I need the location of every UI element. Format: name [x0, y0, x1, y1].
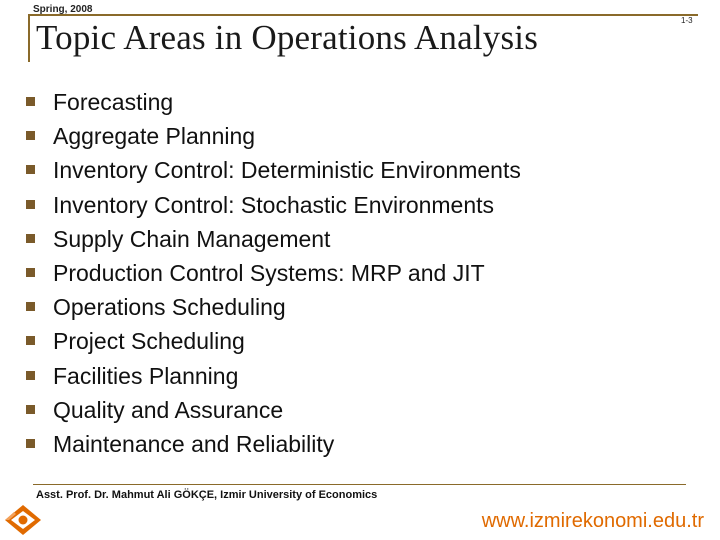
term-label: Spring, 2008: [33, 4, 93, 15]
topic-label: Inventory Control: Deterministic Environments: [53, 157, 521, 184]
topic-label: Aggregate Planning: [53, 123, 256, 150]
topic-label: Quality and Assurance: [53, 396, 284, 423]
square-bullet-icon: [26, 131, 35, 140]
university-logo-icon: [2, 503, 44, 537]
topic-label: Operations Scheduling: [53, 294, 286, 321]
list-item: [0, 325, 521, 359]
square-bullet-icon: [26, 165, 35, 174]
list-item: [0, 394, 521, 428]
list-item: [0, 120, 521, 154]
list-item: [0, 257, 521, 291]
square-bullet-icon: [26, 405, 35, 414]
topic-list: [0, 86, 521, 462]
footer-rule: [33, 484, 686, 485]
topic-label: Inventory Control: Stochastic Environments: [53, 191, 495, 218]
list-item: [0, 360, 521, 394]
author-credit: Asst. Prof. Dr. Mahmut Ali GÖKÇE, Izmir University of Economics: [36, 489, 378, 501]
topic-label: Maintenance and Reliability: [53, 430, 335, 457]
topic-label: Forecasting: [53, 89, 174, 115]
square-bullet-icon: [26, 268, 35, 277]
square-bullet-icon: [26, 439, 35, 448]
slide-number: 1-3: [681, 16, 693, 25]
list-item: [0, 428, 521, 462]
topic-label: Production Control Systems: MRP and JIT: [53, 259, 485, 286]
list-item: [0, 189, 521, 223]
square-bullet-icon: [26, 234, 35, 243]
list-item: [0, 86, 521, 120]
square-bullet-icon: [26, 336, 35, 345]
slide-title: Topic Areas in Operations Analysis: [36, 18, 539, 57]
square-bullet-icon: [26, 200, 35, 209]
square-bullet-icon: [26, 371, 35, 380]
list-item: [0, 291, 521, 325]
topic-label: Supply Chain Management: [53, 225, 331, 252]
topic-label: Facilities Planning: [53, 362, 239, 389]
website-link[interactable]: www.izmirekonomi.edu.tr: [481, 510, 704, 532]
list-item: [0, 223, 521, 257]
square-bullet-icon: [26, 302, 35, 311]
topic-label: Project Scheduling: [53, 328, 245, 355]
list-item: [0, 154, 521, 188]
square-bullet-icon: [26, 97, 35, 106]
